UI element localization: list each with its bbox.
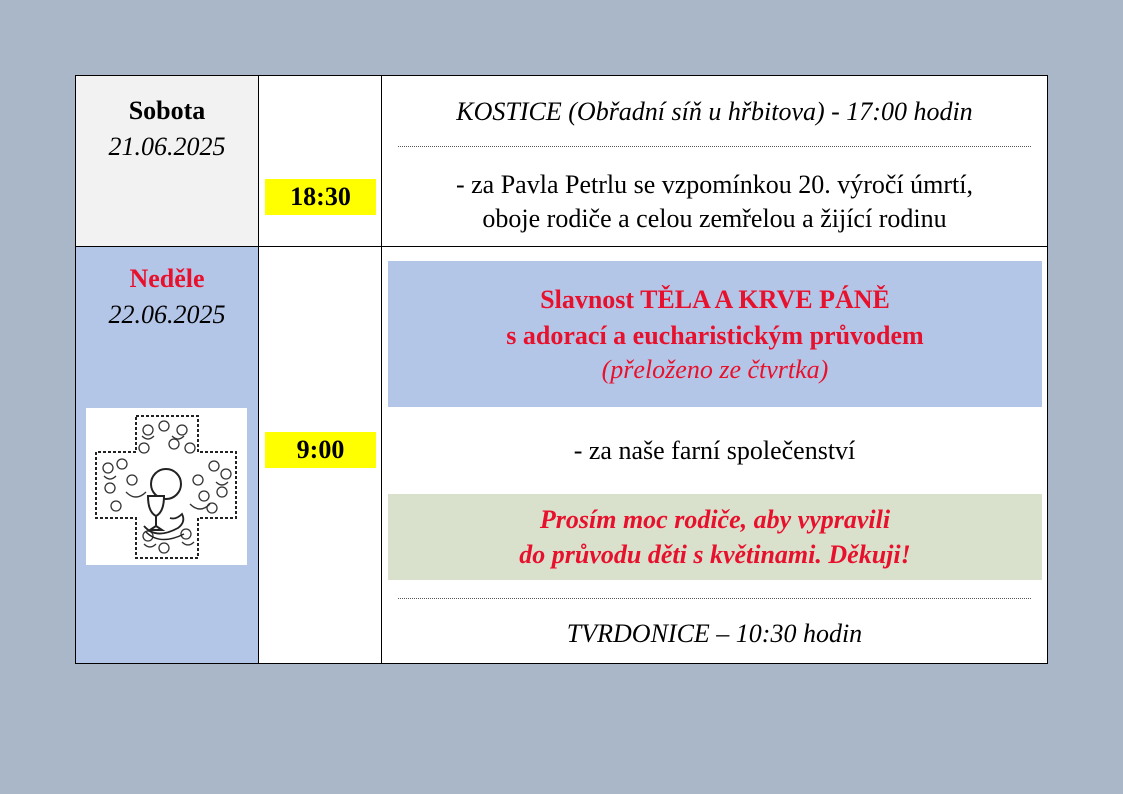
sunday-content-cell	[382, 247, 1047, 663]
sunday-day-name: Neděle	[129, 264, 205, 293]
tvrdonice-location-line: TVRDONICE – 10:30 hodin	[566, 619, 863, 648]
request-line-1: Prosím moc rodiče, aby vypravili	[539, 505, 891, 534]
sunday-time-cell	[259, 247, 381, 663]
sunday-day-cell	[76, 247, 258, 663]
feast-announcement-box	[388, 261, 1042, 407]
kostice-location-line: KOSTICE (Obřadní síň u hřbitova) - 17:00 hodin	[456, 97, 973, 126]
saturday-content-cell	[382, 76, 1047, 246]
dotted-separator	[398, 146, 1031, 147]
sunday-time: 9:00	[265, 432, 376, 468]
saturday-time: 18:30	[265, 179, 376, 215]
schedule-table	[75, 75, 1048, 664]
saturday-intention-line-1: - za Pavla Petrlu se vzpomínkou 20. výročí úmrtí,	[455, 170, 973, 199]
feast-title: Slavnost TĚLA A KRVE PÁNĚ	[540, 285, 890, 314]
saturday-day-name: Sobota	[128, 96, 206, 125]
request-line-2: do průvodu děti s květinami. Děkuji!	[519, 540, 911, 569]
parents-request-box	[388, 494, 1042, 580]
saturday-time-cell	[259, 76, 381, 246]
saturday-date: 21.06.2025	[108, 132, 226, 161]
eucharist-cross-drawing-icon	[86, 408, 247, 565]
sunday-intention: - za naše farní společenství	[573, 436, 856, 465]
feast-note: (přeloženo ze čtvrtka)	[601, 355, 829, 384]
saturday-day-cell	[76, 76, 258, 246]
dotted-separator	[398, 598, 1031, 599]
sunday-date: 22.06.2025	[108, 300, 226, 329]
feast-subtitle: s adorací a eucharistickým průvodem	[506, 321, 924, 350]
saturday-intention-line-2: oboje rodiče a celou zemřelou a žijící rodinu	[482, 204, 947, 233]
